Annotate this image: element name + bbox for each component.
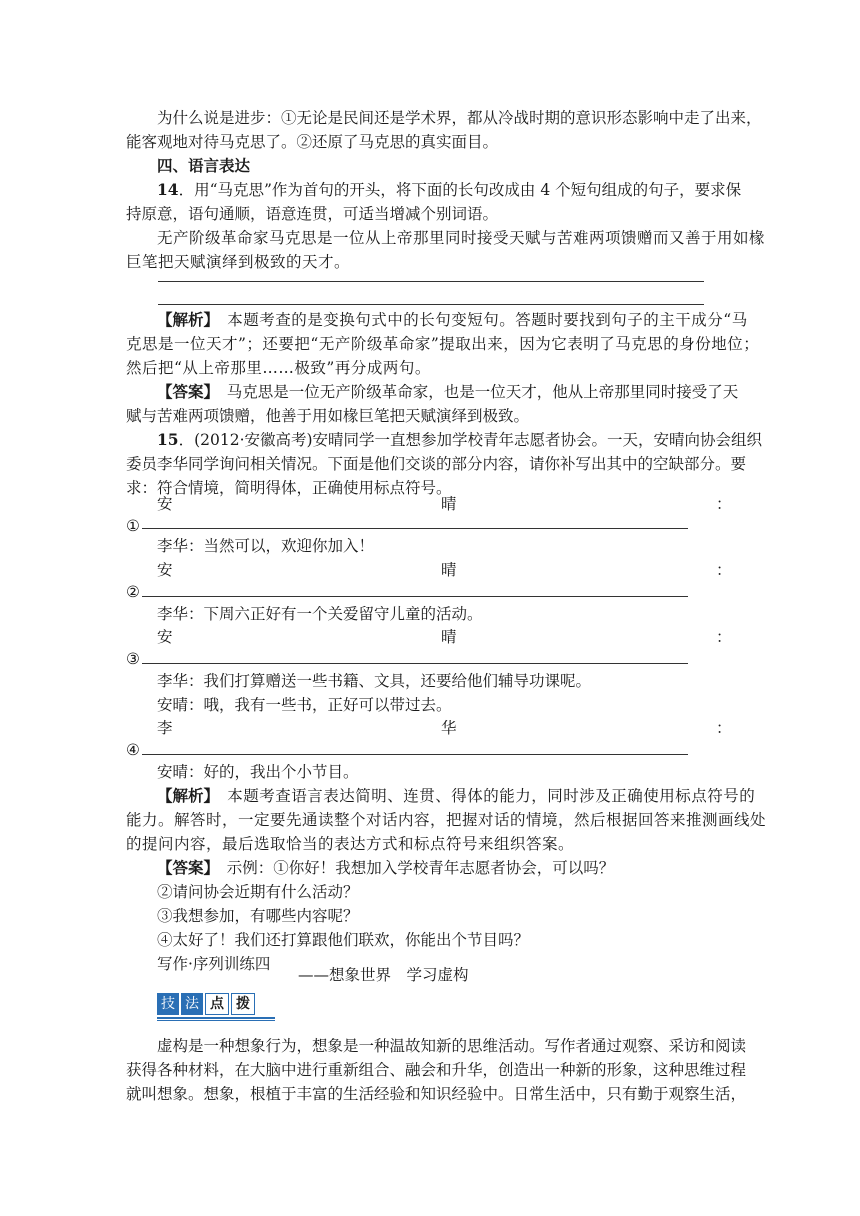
blank-line-1[interactable] xyxy=(142,528,688,529)
blank-line-4[interactable] xyxy=(142,754,688,755)
q15-text-1: 安晴同学一直想参加学校青年志愿者协会。一天，安晴向协会组织 xyxy=(312,431,763,449)
q15-line-1 xyxy=(157,428,767,452)
q15-line-2: 委员李华同学询问相关情况。下面是他们交谈的部分内容，请你补写出其中的空缺部分。要 xyxy=(126,455,747,473)
q14-answer-line-1[interactable] xyxy=(158,281,704,282)
q14-answer-text-1: 马克思是一位无产阶级革命家，也是一位天才，他从上帝那里同时接受了天 xyxy=(211,383,739,401)
speaker-an: 安 xyxy=(157,628,173,646)
speaker-an: 安 xyxy=(157,561,173,579)
analysis-label: 【解析】 xyxy=(157,310,212,329)
badge-underline xyxy=(157,1017,275,1019)
answer-label: 【答案】 xyxy=(157,858,212,877)
badge-underline-thin xyxy=(157,1020,275,1021)
q14-text-1: ．用“马克思”作为首句的开头，将下面的长句改成由 4 个短句组成的句子，要求保 xyxy=(178,181,742,199)
q15-source: ．(2012·安徽高考) xyxy=(178,431,313,449)
badge-char-4: 拨 xyxy=(231,993,255,1015)
q14-analysis-2: 克思是一位天才”；还要把“无产阶级革命家”提取出来，因为它表明了马克思的身份地位； xyxy=(126,335,760,353)
speaker-hua: 华 xyxy=(441,719,457,737)
section-heading: 四、语言表达 xyxy=(157,156,251,175)
speaker-qing: 晴 xyxy=(441,628,457,646)
speaker-qing: 晴 xyxy=(441,495,457,513)
q14-line-1 xyxy=(157,178,767,202)
q15-answer-4: ④太好了！我们还打算跟他们联欢，你能出个节目吗？ xyxy=(157,931,530,949)
q15-line-3: 求：符合情境，简明得体，正确使用标点符号。 xyxy=(126,479,452,497)
blank-number-4: ④ xyxy=(126,741,140,759)
speaker-an: 安 xyxy=(157,495,173,513)
q15-analysis-2: 能力。解答时，一定要先通读整个对话内容，把握对话的情境，然后根据回答来推测画线处 xyxy=(126,811,767,829)
q15-analysis-1 xyxy=(157,784,767,808)
q15-number: 15 xyxy=(157,430,179,449)
speaker-colon: ： xyxy=(716,561,732,579)
writing-title: 写作·序列训练四 xyxy=(157,955,271,973)
speaker-colon: ： xyxy=(716,495,732,513)
top-para-line-1: 为什么说是进步：①无论是民间还是学术界，都从冷战时期的意识形态影响中走了出来， xyxy=(157,109,762,127)
q14-answer-2: 赋与苦难两项馈赠，他善于用如椽巨笔把天赋演绎到极致。 xyxy=(126,407,530,425)
q14-number: 14 xyxy=(157,180,179,199)
q15-analysis-3: 的提问内容，最后选取恰当的表达方式和标点符号来组织答案。 xyxy=(126,835,575,853)
writing-para-1: 虚构是一种想象行为，想象是一种温故知新的思维活动。写作者通过观察、采访和阅读 xyxy=(157,1037,747,1055)
q15-answer-3: ③我想参加，有哪些内容呢？ xyxy=(157,907,359,925)
q15-answer-text-1: 示例：①你好！我想加入学校青年志愿者协会，可以吗？ xyxy=(211,859,615,877)
reply-3b: 安晴：哦，我有一些书，正好可以带过去。 xyxy=(157,696,452,714)
badge-char-2: 法 xyxy=(181,993,203,1015)
q14-analysis-1 xyxy=(157,308,767,332)
speaker-colon: ： xyxy=(716,719,732,737)
q14-quote-1: 无产阶级革命家马克思是一位从上帝那里同时接受天赋与苦难两项馈赠而又善于用如椽 xyxy=(157,229,766,247)
q14-answer-1 xyxy=(157,380,767,404)
q15-answer-1 xyxy=(157,856,767,880)
writing-para-3: 就叫想象。想象，根植于丰富的生活经验和知识经验中。日常生活中，只有勤于观察生活， xyxy=(126,1085,747,1103)
speaker-li: 李 xyxy=(157,719,173,737)
reply-4: 安晴：好的，我出个小节目。 xyxy=(157,763,359,781)
section-badge xyxy=(157,991,257,1017)
q14-quote-2: 巨笔把天赋演绎到极致的天才。 xyxy=(126,253,351,271)
reply-2: 李华：下周六正好有一个关爱留守儿童的活动。 xyxy=(157,605,483,623)
reply-1: 李华：当然可以，欢迎你加入！ xyxy=(157,537,375,555)
q15-analysis-text-1: 本题考查语言表达简明、连贯、得体的能力，同时涉及正确使用标点符号的 xyxy=(211,787,756,805)
top-para-line-2: 能客观地对待马克思了。②还原了马克思的真实面目。 xyxy=(126,133,499,151)
writing-subtitle: ——想象世界 学习虚构 xyxy=(298,966,469,984)
badge-char-3: 点 xyxy=(205,993,229,1015)
q14-analysis-text-1: 本题考查的是变换句式中的长句变短句。答题时要找到句子的主干成分“马 xyxy=(211,311,748,329)
answer-label: 【答案】 xyxy=(157,382,212,401)
analysis-label: 【解析】 xyxy=(157,786,212,805)
blank-number-1: ① xyxy=(126,517,140,535)
blank-line-3[interactable] xyxy=(142,663,688,664)
q14-analysis-3: 然后把“从上帝那里……极致”再分成两句。 xyxy=(126,359,431,377)
q14-line-2: 持原意，语句通顺，语意连贯，可适当增减个别词语。 xyxy=(126,205,499,223)
badge-char-1: 技 xyxy=(157,993,179,1015)
speaker-colon: ： xyxy=(716,628,732,646)
blank-line-2[interactable] xyxy=(142,596,688,597)
reply-3: 李华：我们打算赠送一些书籍、文具，还要给他们辅导功课呢。 xyxy=(157,672,592,690)
speaker-qing: 晴 xyxy=(441,561,457,579)
writing-para-2: 获得各种材料，在大脑中进行重新组合、融会和升华，创造出一种新的形象，这种思维过程 xyxy=(126,1061,747,1079)
q15-answer-2: ②请问协会近期有什么活动？ xyxy=(157,883,359,901)
blank-number-2: ② xyxy=(126,583,140,601)
q14-answer-line-2[interactable] xyxy=(158,304,704,305)
blank-number-3: ③ xyxy=(126,650,140,668)
